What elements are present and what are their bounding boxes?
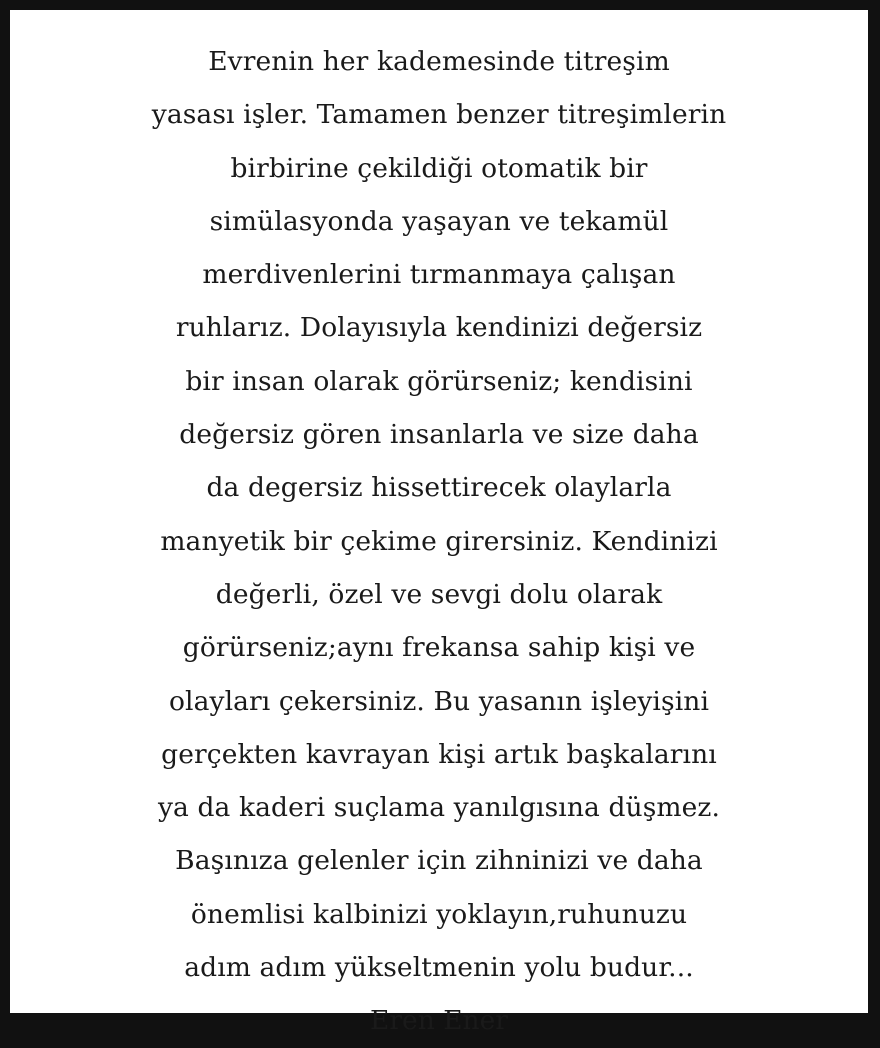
- quote-author: Eren Ener: [370, 1005, 508, 1037]
- quote-card: [10, 10, 868, 1037]
- quote-line: görürseniz;aynı frekansa sahip kişi ve: [182, 632, 696, 664]
- quote-line: yasası işler. Tamamen benzer titreşimlerin: [151, 99, 727, 131]
- quote-line: merdivenlerini tırmanmaya çalışan: [202, 259, 676, 291]
- quote-line: değersiz gören insanlarla ve size daha: [179, 419, 699, 451]
- quote-line: da degersiz hissettirecek olaylarla: [206, 472, 672, 504]
- quote-line: ruhlarız. Dolayısıyla kendinizi değersiz: [175, 312, 703, 344]
- quote-line: ya da kaderi suçlama yanılgısına düşmez.: [157, 792, 720, 824]
- quote-line: değerli, özel ve sevgi dolu olarak: [215, 578, 663, 610]
- quote-line: manyetik bir çekime girersiniz. Kendinizi: [160, 525, 718, 557]
- quote-line: önemlisi kalbinizi yoklayın,ruhunuzu: [190, 898, 688, 930]
- quote-line: birbirine çekildiği otomatik bir: [230, 152, 648, 184]
- quote-text: [10, 35, 868, 1048]
- quote-line: Başınıza gelenler için zihninizi ve daha: [175, 845, 703, 877]
- quote-line: simülasyonda yaşayan ve tekamül: [209, 205, 669, 237]
- quote-line: gerçekten kavrayan kişi artık başkalarını: [161, 738, 717, 770]
- quote-line: olayları çekersiniz. Bu yasanın işleyişini: [168, 685, 710, 717]
- quote-line: adım adım yükseltmenin yolu budur...: [184, 952, 694, 984]
- quote-line: Evrenin her kademesinde titreşim: [208, 46, 670, 77]
- quote-line: bir insan olarak görürseniz; kendisini: [185, 365, 693, 397]
